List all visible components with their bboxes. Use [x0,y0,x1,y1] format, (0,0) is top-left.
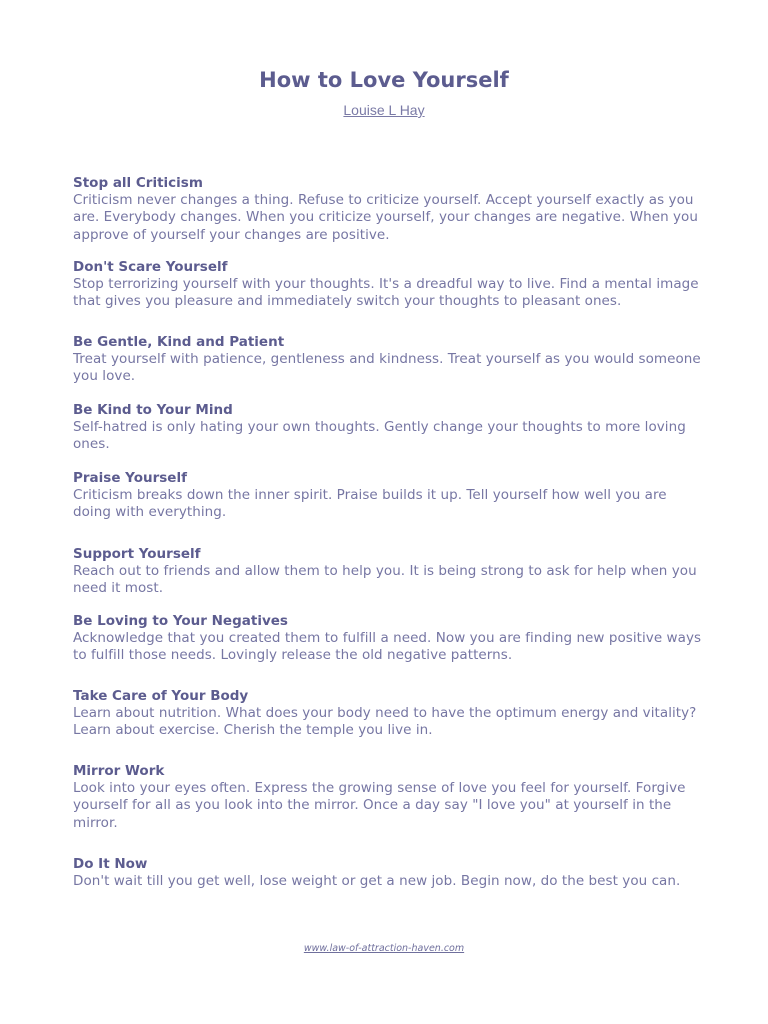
section-heading: Mirror Work [73,763,165,779]
author-link[interactable]: Louise L Hay [343,102,425,118]
section-mirror-work [73,763,703,832]
section-heading: Do It Now [73,856,148,872]
footer-website-link[interactable]: www.law-of-attraction-haven.com [303,943,465,954]
section-heading: Praise Yourself [73,470,187,486]
section-text: Self-hatred is only hating your own thoughts. Gently change your thoughts to more loving ones. [73,419,686,453]
section-heading: Be Gentle, Kind and Patient [73,334,285,350]
section-text: Stop terrorizing yourself with your thoughts. It's a dreadful way to live. Find a mental image that gives you pleasure and immediately switch your thoughts to pleasant ones. [73,276,699,310]
section-take-care-of-your-body [73,688,703,740]
section-text: Treat yourself with patience, gentleness and kindness. Treat yourself as you would someone you love. [73,351,701,385]
document-title: How to Love Yourself [259,68,509,92]
section-text: Criticism breaks down the inner spirit. Praise builds it up. Tell yourself how well you are doing with everything. [73,487,667,521]
section-heading: Stop all Criticism [73,175,203,191]
section-text: Reach out to friends and allow them to help you. It is being strong to ask for help when you need it most. [73,563,697,597]
section-be-kind-to-your-mind [73,402,703,454]
section-support-yourself [73,546,703,598]
section-dont-scare-yourself [73,259,703,311]
section-text: Learn about nutrition. What does your body need to have the optimum energy and vitality? Learn about exercise. Cherish the temple you live in. [73,705,697,739]
section-heading: Don't Scare Yourself [73,259,228,275]
section-text: Criticism never changes a thing. Refuse to criticize yourself. Accept yourself exactly as you are. Everybody changes. When you criticize yourself, your changes are negative. When you approve of yourself your changes are positive. [73,192,698,243]
section-heading: Be Loving to Your Negatives [73,613,288,629]
section-heading: Be Kind to Your Mind [73,402,233,418]
section-be-gentle-kind-patient [73,334,703,386]
section-be-loving-to-your-negatives [73,613,703,665]
section-do-it-now [73,856,703,890]
section-praise-yourself [73,470,703,522]
section-text: Don't wait till you get well, lose weight or get a new job. Begin now, do the best you can. [73,873,681,889]
section-heading: Take Care of Your Body [73,688,249,704]
section-heading: Support Yourself [73,546,201,562]
section-text: Look into your eyes often. Express the growing sense of love you feel for yourself. Forgive yourself for all as you look into the mirror. Once a day say "I love you" at yourself in the mirror. [73,780,686,831]
section-text: Acknowledge that you created them to fulfill a need. Now you are finding new positive ways to fulfill those needs. Lovingly release the old negative patterns. [73,630,702,664]
section-stop-all-criticism [73,175,703,244]
